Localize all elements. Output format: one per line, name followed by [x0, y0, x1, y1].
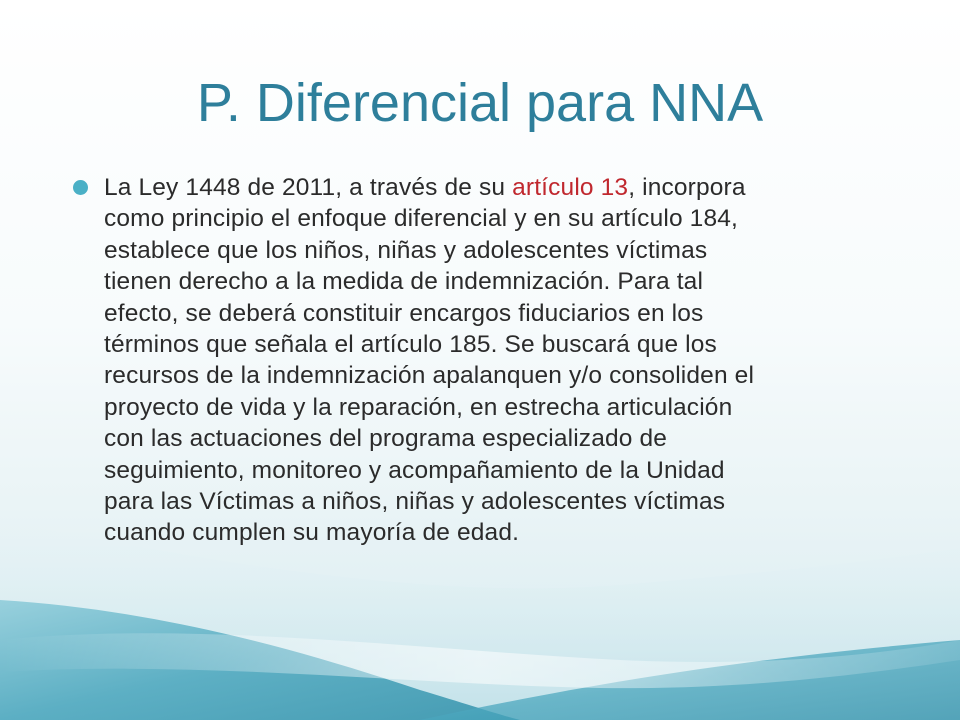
- text-line-9: con las actuaciones del programa especializado de: [104, 425, 668, 453]
- text-line-2: como principio el enfoque diferencial y en su artículo 184,: [104, 205, 738, 233]
- text-line-6: términos que señala el artículo 185. Se buscará que los: [104, 331, 717, 359]
- article-13-link-text: artículo 13: [512, 174, 629, 201]
- slide-body: [72, 172, 872, 549]
- bullet-icon: [73, 180, 88, 195]
- text-line-5: efecto, se deberá constituir encargos fiduciarios en los: [104, 299, 704, 327]
- bullet-text: [104, 172, 872, 549]
- text-segment: , incorpora: [628, 174, 746, 201]
- text-line-12: cuando cumplen su mayoría de edad.: [104, 519, 520, 547]
- text-line-10: seguimiento, monitoreo y acompañamiento de la Unidad: [104, 456, 725, 484]
- slide-title: P. Diferencial para NNA: [196, 73, 764, 133]
- text-line-4: tienen derecho a la medida de indemnización. Para tal: [104, 268, 704, 296]
- text-line-1: [104, 172, 872, 203]
- text-line-7: recursos de la indemnización apalanquen y/o consoliden el: [104, 362, 755, 390]
- bullet-item: [72, 172, 872, 549]
- text-line-8: proyecto de vida y la reparación, en estrecha articulación: [104, 393, 733, 421]
- text-segment: La Ley 1448 de 2011, a través de su: [104, 174, 513, 201]
- text-line-3: establece que los niños, niñas y adolescentes víctimas: [104, 236, 708, 264]
- text-line-11: para las Víctimas a niños, niñas y adolescentes víctimas: [104, 488, 726, 516]
